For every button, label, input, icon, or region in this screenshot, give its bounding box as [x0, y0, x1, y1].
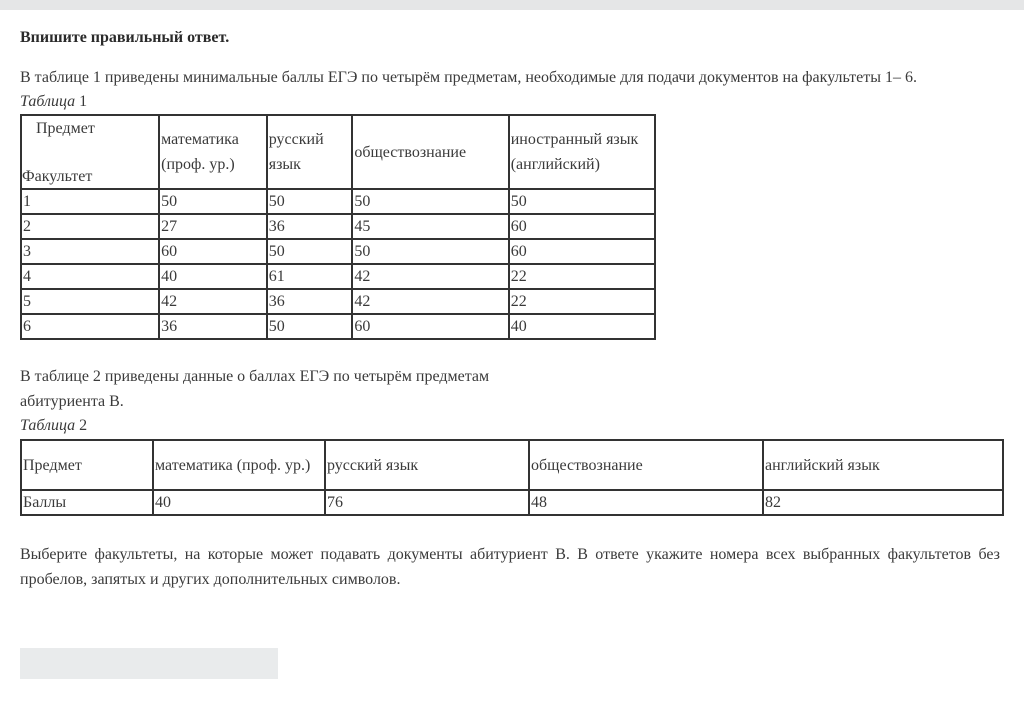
- table-cell: 27: [159, 214, 267, 239]
- table-row: [21, 189, 655, 214]
- table-cell: 50: [352, 189, 508, 214]
- task-intro: В таблице 1 приведены минимальные баллы ЕГЭ по четырём предметам, необходимые для подачи документов на факультеты 1– 6.: [20, 69, 917, 86]
- table-cell: 4: [21, 264, 159, 289]
- table-cell: 60: [352, 314, 508, 339]
- table-cell: 6: [21, 314, 159, 339]
- table-cell: 50: [352, 239, 508, 264]
- table-cell: 42: [352, 289, 508, 314]
- table-cell: 36: [267, 289, 353, 314]
- table-cell: 22: [509, 289, 655, 314]
- table2-intro-line1: В таблице 2 приведены данные о баллах ЕГЭ по четырём предметам: [20, 368, 490, 385]
- table2-header-cell: обществознание: [529, 440, 763, 490]
- table-cell: 2: [21, 214, 159, 239]
- table-cell: 50: [159, 189, 267, 214]
- table-cell: 60: [509, 239, 655, 264]
- table-cell: 50: [267, 189, 353, 214]
- table-cell: 22: [509, 264, 655, 289]
- corner-faculty-label: Факультет: [22, 168, 93, 185]
- table-cell: 76: [325, 490, 529, 515]
- table-cell: 60: [509, 214, 655, 239]
- table-cell: 48: [529, 490, 763, 515]
- table2-header-cell: Предмет: [21, 440, 153, 490]
- table-row: [21, 490, 1003, 515]
- table2-caption-word: Таблица: [20, 417, 76, 434]
- table-row: [21, 264, 655, 289]
- table1-header-cell: обществознание: [352, 115, 508, 189]
- table-cell: 82: [763, 490, 1003, 515]
- table-cell: 61: [267, 264, 353, 289]
- question-text: Выберите факультеты, на которые может подавать документы абитуриент В. В ответе укажите номера всех выбранных факультетов без пробелов, запятых и других дополнительных символов.: [20, 546, 1000, 588]
- table-row: [21, 239, 655, 264]
- table-row: [21, 289, 655, 314]
- applicant-scores-table: [20, 439, 1004, 516]
- table-row: [21, 314, 655, 339]
- table2-caption: [20, 414, 1000, 438]
- answer-input[interactable]: [20, 648, 278, 679]
- table1-caption: [20, 90, 1000, 114]
- table1-header-cell: математика (проф. ур.): [159, 115, 267, 189]
- table1-caption-word: Таблица: [20, 93, 76, 110]
- table-cell: 5: [21, 289, 159, 314]
- table-row: [21, 214, 655, 239]
- task-instruction: Впишите правильный ответ.: [20, 29, 230, 46]
- table-cell: 50: [267, 314, 353, 339]
- table2-intro-line2: абитуриента В.: [20, 393, 124, 410]
- table-cell: 60: [159, 239, 267, 264]
- table2-header-row: [21, 440, 1003, 490]
- table1-caption-number: 1: [79, 93, 88, 110]
- table-cell: 42: [159, 289, 267, 314]
- task-content: [20, 26, 1000, 592]
- table-cell: 36: [159, 314, 267, 339]
- table-cell: 40: [159, 264, 267, 289]
- table-cell: 36: [267, 214, 353, 239]
- table1-corner-cell: [21, 115, 159, 189]
- table2-caption-number: 2: [79, 417, 88, 434]
- table-cell: 1: [21, 189, 159, 214]
- table1-header-cell: иностранный язык (английский): [509, 115, 655, 189]
- table2-intro: [20, 364, 1000, 414]
- table-cell: 3: [21, 239, 159, 264]
- table-cell: 50: [509, 189, 655, 214]
- table-cell: Баллы: [21, 490, 153, 515]
- table1-header-cell: русский язык: [267, 115, 353, 189]
- table-cell: 40: [153, 490, 325, 515]
- table2-header-cell: английский язык: [763, 440, 1003, 490]
- table-cell: 40: [509, 314, 655, 339]
- table-cell: 45: [352, 214, 508, 239]
- table1-header-row: [21, 115, 655, 189]
- top-bar: [0, 0, 1024, 10]
- table2-header-cell: математика (проф. ур.): [153, 440, 325, 490]
- table2-header-cell: русский язык: [325, 440, 529, 490]
- table-cell: 50: [267, 239, 353, 264]
- table-cell: 42: [352, 264, 508, 289]
- min-scores-table: [20, 114, 656, 340]
- corner-subject-label: Предмет: [36, 120, 95, 137]
